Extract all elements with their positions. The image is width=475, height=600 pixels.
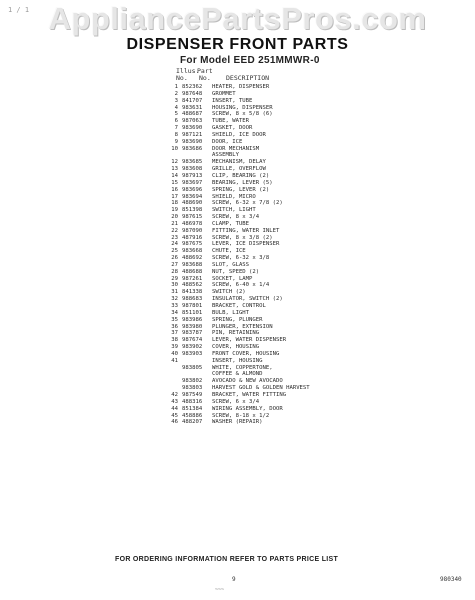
parts-row-part-number: 851384 [182, 405, 203, 412]
parts-row-description: GASKET, DOOR [212, 125, 253, 132]
parts-row-illus-number: 23 [171, 234, 178, 241]
parts-row-description: WIRING ASSEMBLY, DOOR [212, 405, 283, 412]
parts-row [170, 152, 350, 159]
parts-row-description: HARVEST GOLD & GOLDEN HARVEST [212, 385, 310, 392]
parts-row-description: SHIELD, ICE DOOR [212, 131, 266, 138]
parts-row [170, 365, 350, 372]
parts-row-description: GROMMET [212, 90, 236, 97]
column-header-description: DESCRIPTION [226, 74, 270, 82]
parts-row-illus-number: 44 [171, 405, 178, 412]
parts-row [170, 166, 350, 173]
parts-row-part-number: 988683 [182, 296, 203, 303]
parts-row-illus-number: 42 [171, 391, 178, 398]
parts-row-illus-number: 31 [171, 289, 178, 296]
parts-row-illus-number: 28 [171, 268, 178, 275]
parts-row-illus-number: 27 [171, 261, 178, 268]
parts-row-description: BULB, LIGHT [212, 309, 250, 316]
parts-row-illus-number: 22 [171, 227, 178, 234]
parts-row-description: BRACKET, CONTROL [212, 303, 266, 309]
parts-row-part-number [180, 358, 210, 365]
parts-row [170, 296, 350, 303]
parts-row-illus-number: 3 [174, 97, 178, 104]
parts-row-part-number: 983690 [182, 125, 203, 132]
parts-row [170, 200, 350, 207]
parts-row-illus-number: 35 [171, 316, 178, 323]
parts-row-part-number: 983690 [182, 138, 203, 145]
parts-row-description: SWITCH (2) [212, 289, 246, 296]
parts-row [170, 385, 350, 392]
parts-row-description: SLOT, GLASS [212, 261, 250, 268]
parts-row [170, 351, 350, 358]
parts-row [170, 413, 350, 420]
site-watermark-banner: AppliancePartsPros.com [48, 1, 427, 36]
parts-row-description: LEVER, ICE DISPENSER [212, 241, 280, 248]
parts-row [170, 337, 350, 344]
parts-row-illus-number: 7 [174, 125, 178, 132]
parts-row-description: DOOR MECHANISM [212, 145, 260, 152]
parts-row-description: FRONT COVER, HOUSING [212, 350, 280, 357]
parts-row-part-number: 987121 [182, 131, 203, 138]
column-header-illus: Illus. [176, 67, 200, 75]
parts-row [170, 276, 350, 283]
parts-row-illus-number: 41 [171, 357, 178, 364]
parts-row-illus-number: 18 [171, 200, 178, 207]
parts-row-description: SCREW, 8 x 3/8 (2) [212, 234, 273, 241]
parts-row [170, 358, 350, 365]
parts-row-part-number: 983685 [182, 159, 203, 166]
parts-row [170, 255, 350, 262]
parts-row-illus-number: 43 [171, 398, 178, 405]
column-header-no: No. [176, 74, 188, 82]
parts-row-part-number: 488692 [182, 255, 203, 262]
parts-row [170, 371, 350, 378]
parts-row-part-number: 487916 [182, 234, 203, 241]
parts-row [170, 235, 350, 242]
parts-row-description: SCREW, 8 x 3/4 [212, 214, 260, 221]
parts-row-part-number: 841338 [182, 289, 203, 296]
parts-row-illus-number: 14 [171, 172, 178, 179]
parts-row-description: CLIP, BEARING (2) [212, 172, 270, 179]
parts-row-illus-number: 13 [171, 166, 178, 173]
parts-row-part-number: 987063 [182, 118, 203, 125]
parts-row-illus-number: 10 [171, 145, 178, 152]
parts-row [170, 392, 350, 399]
parts-row-illus-number [170, 378, 180, 385]
parts-row-part-number: 488316 [182, 398, 203, 405]
parts-row [170, 262, 350, 269]
parts-row-part-number: 983686 [182, 145, 203, 152]
parts-row-part-number [180, 371, 210, 378]
parts-row-illus-number: 9 [174, 138, 178, 145]
parts-row-illus-number [170, 152, 180, 159]
parts-row-illus-number: 26 [171, 255, 178, 262]
parts-row-description: DOOR, ICE [212, 138, 243, 145]
parts-row-part-number: 488690 [182, 200, 203, 207]
parts-row-description: CHUTE, ICE [212, 248, 246, 255]
parts-row [170, 269, 350, 276]
parts-row-illus-number: 32 [171, 296, 178, 303]
parts-row-part-number: 987261 [182, 275, 203, 282]
parts-row [170, 111, 350, 118]
parts-row-description: SCREW, 6 x 3/4 [212, 398, 260, 405]
parts-row-part-number: 488687 [182, 111, 203, 118]
parts-row-illus-number: 38 [171, 337, 178, 344]
parts-row [170, 91, 350, 98]
parts-row-part-number: 983903 [182, 350, 203, 357]
parts-row-illus-number: 16 [171, 186, 178, 193]
parts-row-part-number: 987090 [182, 227, 203, 234]
parts-row [170, 406, 350, 413]
parts-row [170, 180, 350, 187]
parts-row-description: SPRING, LEVER (2) [212, 186, 270, 193]
parts-row-illus-number: 24 [171, 241, 178, 248]
parts-row [170, 303, 350, 310]
parts-row [170, 187, 350, 194]
parts-row [170, 146, 350, 153]
parts-row [170, 419, 350, 426]
parts-row-illus-number: 2 [174, 90, 178, 97]
parts-row [170, 378, 350, 385]
parts-row-illus-number: 29 [171, 275, 178, 282]
parts-row-illus-number: 15 [171, 179, 178, 186]
parts-row-description: SCREW, 6-32 x 3/8 [212, 255, 270, 262]
ordering-note: FOR ORDERING INFORMATION REFER TO PARTS PRICE LIST [115, 556, 339, 563]
document-code: 980340 [440, 576, 462, 583]
parts-row-description: INSULATOR, SWITCH (2) [212, 296, 283, 303]
parts-row-part-number: 983902 [182, 344, 203, 351]
parts-row-description: COVER, HOUSING [212, 344, 260, 351]
bottom-mark: ~~~ [215, 587, 225, 593]
parts-row [170, 132, 350, 139]
parts-row-illus-number: 30 [171, 282, 178, 289]
parts-row-illus-number: 39 [171, 344, 178, 351]
parts-row-description: SHIELD, MICRO [212, 193, 256, 200]
parts-row-illus-number: 1 [174, 84, 178, 90]
parts-row-description: FITTING, WATER INLET [212, 227, 280, 234]
parts-row-illus-number: 36 [171, 323, 178, 330]
parts-row-part-number: 851101 [182, 309, 203, 316]
parts-row-part-number: 983688 [182, 261, 203, 268]
parts-row-description: HOUSING, DISPENSER [212, 104, 273, 111]
parts-row-description: PIN, RETAINING [212, 330, 260, 337]
parts-row-part-number: 983980 [182, 323, 203, 330]
parts-row [170, 159, 350, 166]
parts-row-illus-number: 8 [174, 131, 178, 138]
parts-row-illus-number: 34 [171, 309, 178, 316]
parts-row [170, 289, 350, 296]
parts-row-part-number: 987648 [182, 90, 203, 97]
parts-row-part-number: 983668 [182, 248, 203, 255]
parts-row-description: MECHANISM, DELAY [212, 159, 266, 166]
parts-row-illus-number: 25 [171, 248, 178, 255]
parts-row [170, 221, 350, 228]
parts-row-description: SCREW, 8-18 x 1/2 [212, 412, 270, 419]
parts-row-illus-number: 17 [171, 193, 178, 200]
parts-row-illus-number [170, 365, 180, 372]
parts-row-description: SCREW, 6-32 x 7/8 (2) [212, 200, 283, 207]
parts-row-description: BRACKET, WATER FITTING [212, 391, 287, 398]
parts-row-illus-number: 40 [171, 350, 178, 357]
parts-list [170, 84, 350, 426]
parts-row-description: AVOCADO & NEW AVOCADO [212, 378, 283, 385]
parts-row-illus-number [170, 371, 180, 378]
parts-row-illus-number: 33 [171, 303, 178, 309]
parts-row-part-number: 488207 [182, 419, 203, 426]
parts-row-part-number: 987675 [182, 241, 203, 248]
parts-row [170, 173, 350, 180]
parts-row-description: INSERT, HOUSING [212, 357, 263, 364]
parts-row-illus-number: 37 [171, 330, 178, 337]
parts-row-illus-number: 19 [171, 207, 178, 214]
document-title: DISPENSER FRONT PARTS [126, 36, 349, 53]
parts-row-illus-number: 4 [174, 104, 178, 111]
parts-row-description: SCREW, 6-40 x 1/4 [212, 282, 270, 289]
parts-row-part-number: 983696 [182, 186, 203, 193]
parts-row-illus-number: 5 [174, 111, 178, 118]
parts-row [170, 310, 350, 317]
parts-row-description: WHITE, COPPERTONE, [212, 364, 273, 371]
parts-row-part-number: 458886 [182, 412, 203, 419]
parts-row [170, 214, 350, 221]
parts-row-part-number: 851398 [182, 207, 203, 214]
parts-row-part-number: 987801 [182, 303, 203, 309]
parts-row-description: BEARING, LEVER (5) [212, 179, 273, 186]
parts-row-description: WASHER (REPAIR) [212, 419, 263, 426]
parts-row [170, 317, 350, 324]
parts-row-description: LEVER, WATER DISPENSER [212, 337, 287, 344]
parts-row-illus-number [170, 385, 180, 392]
parts-row-description: SOCKET, LAMP [212, 275, 253, 282]
parts-row-part-number: 983802 [182, 378, 203, 385]
parts-row-description: INSERT, TUBE [212, 97, 253, 104]
parts-row-part-number: 983631 [182, 104, 203, 111]
parts-row [170, 84, 350, 91]
parts-row-illus-number: 45 [171, 412, 178, 419]
parts-row [170, 194, 350, 201]
parts-row-part-number: 983694 [182, 193, 203, 200]
parts-row-part-number: 987674 [182, 337, 203, 344]
column-header-part: Part [197, 67, 213, 75]
parts-row [170, 125, 350, 132]
parts-row-part-number: 983986 [182, 316, 203, 323]
parts-row-illus-number: 46 [171, 419, 178, 426]
parts-row-part-number: 987615 [182, 214, 203, 221]
parts-row-description: GRILLE, OVERFLOW [212, 166, 266, 173]
document-subtitle: For Model EED 251MMWR-0 [180, 55, 320, 66]
parts-row-description: SCREW, 8 x 5/8 (6) [212, 111, 273, 118]
parts-row [170, 330, 350, 337]
parts-row-part-number: 983608 [182, 166, 203, 173]
parts-row-illus-number: 6 [174, 118, 178, 125]
parts-row [170, 324, 350, 331]
parts-row-description: TUBE, WATER [212, 118, 250, 125]
parts-row-description: HEATER, DISPENSER [212, 84, 270, 90]
parts-row-illus-number: 21 [171, 220, 178, 227]
parts-row-part-number: 852362 [182, 84, 203, 90]
parts-row [170, 105, 350, 112]
parts-row [170, 139, 350, 146]
parts-row [170, 399, 350, 406]
parts-row [170, 228, 350, 235]
parts-row-description: PLUNGER, EXTENSION [212, 323, 273, 330]
parts-row-part-number: 486978 [182, 220, 203, 227]
parts-row-description: NUT, SPEED (2) [212, 268, 260, 275]
parts-row-description: CLAMP, TUBE [212, 220, 250, 227]
parts-row [170, 282, 350, 289]
parts-row [170, 118, 350, 125]
parts-row-illus-number: 20 [171, 214, 178, 221]
parts-row-description: SPRING, PLUNGER [212, 316, 263, 323]
parts-row-description: COFFEE & ALMOND [212, 371, 263, 378]
parts-row-part-number: 841707 [182, 97, 203, 104]
parts-row [170, 241, 350, 248]
parts-row-part-number: 488688 [182, 268, 203, 275]
parts-row-part-number: 983805 [182, 364, 203, 371]
parts-row [170, 248, 350, 255]
parts-row-part-number: 983803 [182, 385, 203, 392]
corner-stamp: 1 / 1 [8, 6, 30, 14]
parts-row-part-number: 983787 [182, 330, 203, 337]
parts-row-part-number: 987913 [182, 172, 203, 179]
parts-row-part-number: 983697 [182, 179, 203, 186]
parts-row-description: ASSEMBLY [212, 152, 239, 159]
page-number: 9 [232, 576, 236, 583]
parts-row-illus-number: 12 [171, 159, 178, 166]
parts-row-part-number: 488562 [182, 282, 203, 289]
parts-row-description: SWITCH, LIGHT [212, 207, 256, 214]
parts-row-part-number [180, 152, 210, 159]
column-header-part-no: No. [199, 74, 211, 82]
parts-row [170, 207, 350, 214]
parts-row [170, 344, 350, 351]
parts-row [170, 98, 350, 105]
parts-row-part-number: 987549 [182, 391, 203, 398]
